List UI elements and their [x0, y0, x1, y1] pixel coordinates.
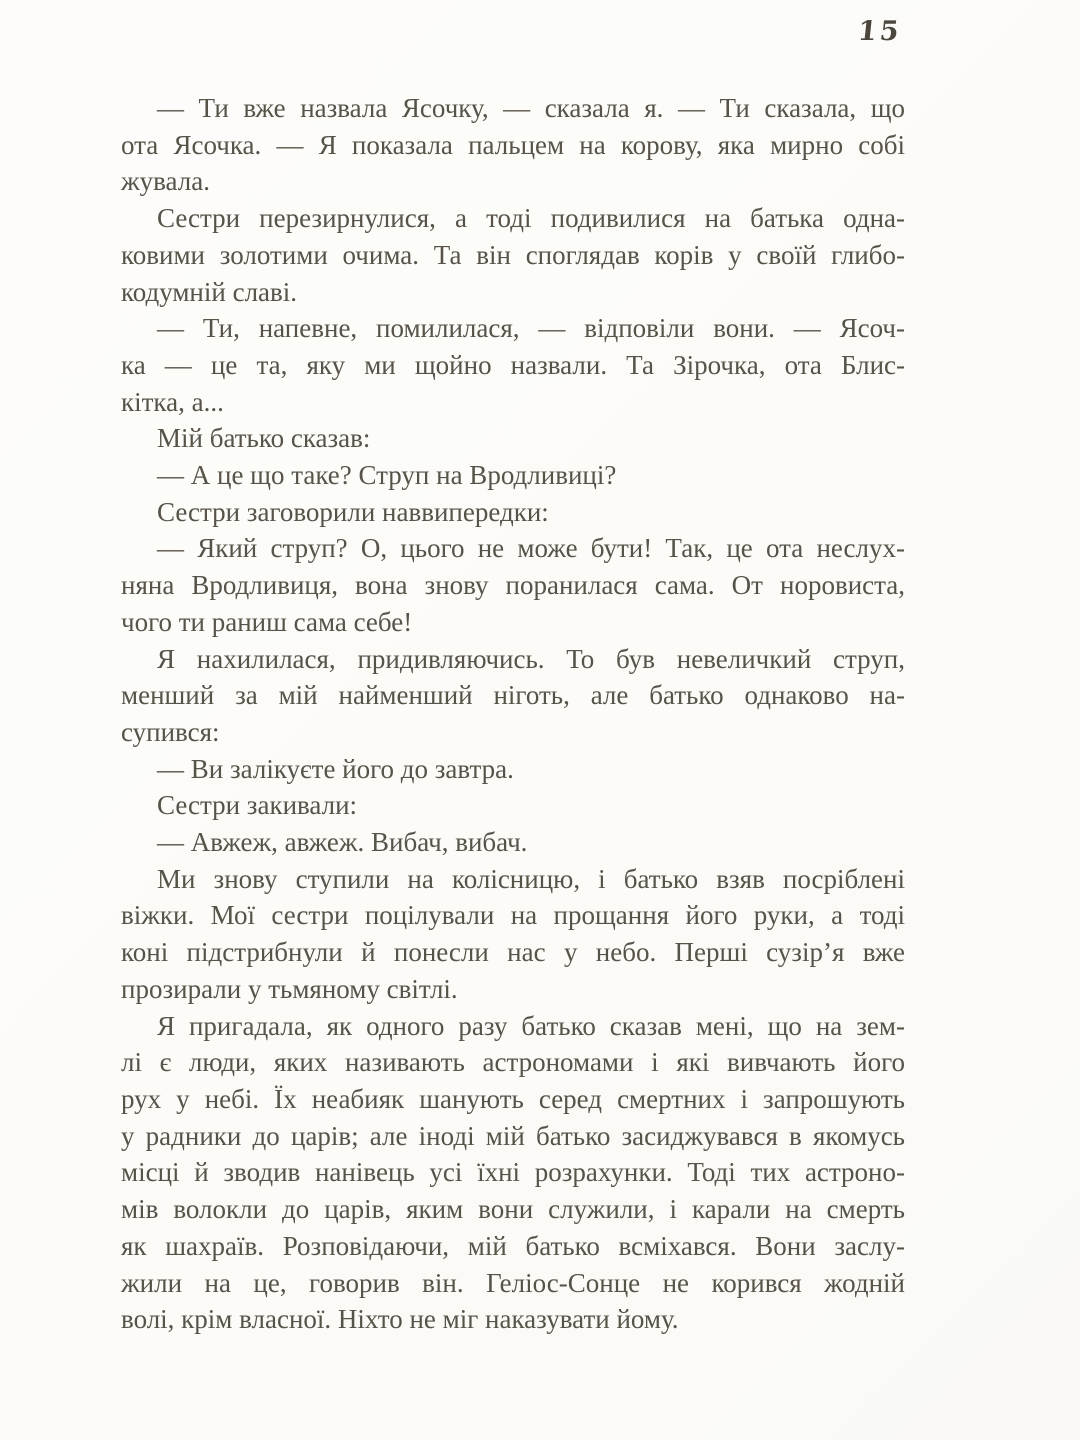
paragraph — [121, 420, 905, 457]
text-line: менший за мій найменший ніготь, але батько однаково на- — [121, 680, 905, 711]
paragraph — [121, 530, 905, 640]
paragraph — [121, 494, 905, 531]
paragraph — [121, 641, 905, 751]
text-line: — Ти, напевне, помилилася, — відповіли вони. — Ясоч- — [157, 313, 905, 344]
text-line: Сестри заговорили наввипередки: — [157, 496, 549, 527]
text-line: Я нахилилася, придивляючись. То був невеличкий струп, — [157, 643, 905, 674]
text-line: — Ти вже назвала Ясочку, — сказала я. — Ти сказала, що — [157, 93, 905, 123]
text-line: чого ти раниш сама себе! — [121, 606, 413, 637]
paragraph — [121, 861, 905, 1008]
text-line: Сестри перезирнулися, а тоді подивилися на батька одна- — [157, 203, 905, 234]
text-line: жили на це, говорив він. Геліос-Сонце не корився жодній — [121, 1267, 905, 1298]
paragraph — [121, 824, 905, 861]
text-line: прозирали у тьмяному світлі. — [121, 973, 458, 1004]
text-line: рух у небі. Їх неабияк шанують серед смертних і запрошують — [121, 1083, 905, 1114]
text-line: у радники до царів; але іноді мій батько засиджувався в якомусь — [121, 1120, 905, 1151]
text-line: Я пригадала, як одного разу батько сказав мені, що на зем- — [157, 1010, 905, 1041]
text-line: ковими золотими очима. Та він споглядав корів у своїй глибо- — [121, 239, 905, 270]
paragraph — [121, 310, 905, 420]
text-line: Сестри закивали: — [157, 790, 358, 821]
text-line: кодумній славі. — [121, 276, 298, 307]
paragraph — [121, 200, 905, 310]
text-line: — Авжеж, авжеж. Вибач, вибач. — [157, 827, 528, 858]
paragraph — [121, 751, 905, 788]
paragraph — [121, 457, 905, 494]
text-line: Мій батько сказав: — [157, 423, 371, 454]
text-line: ота Ясочка. — Я показала пальцем на корову, яка мирно собі — [121, 129, 905, 160]
paragraph — [121, 90, 905, 200]
text-line: як шахраїв. Розповідаючи, мій батько всміхався. Вони заслу- — [121, 1230, 905, 1261]
text-line: няна Вродливиця, вона знову поранилася сама. От норовиста, — [121, 570, 905, 601]
text-line: віжки. Мої сестри поцілували на прощання його руки, а тоді — [121, 900, 905, 931]
text-line: мів волокли до царів, яким вони служили, і карали на смерть — [121, 1194, 905, 1225]
text-line: супився: — [121, 716, 220, 747]
text-line: волі, крім власної. Ніхто не міг наказувати йому. — [121, 1304, 679, 1335]
text-line: кітка, а... — [121, 386, 224, 417]
page-number: 15 — [856, 16, 904, 47]
paragraph — [121, 787, 905, 824]
text-line: коні підстрибнули й понесли нас у небо. Перші сузір’я вже — [121, 937, 905, 968]
text-line: місці й зводив нанівець усі їхні розрахунки. Тоді тих астроно- — [121, 1157, 905, 1188]
text-line: лі є люди, яких називають астрономами і які вивчають його — [121, 1047, 905, 1078]
text-line: — А це що таке? Струп на Вродливиці? — [157, 460, 617, 491]
text-line: жувала. — [121, 166, 210, 197]
text-line: ка — це та, яку ми щойно назвали. Та Зірочка, ота Блис- — [121, 349, 905, 380]
text-line: — Який струп? О, цього не може бути! Так, це ота неслух- — [157, 533, 905, 564]
text-block — [121, 90, 905, 1338]
paragraph — [121, 1008, 905, 1338]
text-line: Ми знову ступили на колісницю, і батько взяв посріблені — [157, 863, 905, 894]
text-line: — Ви залікуєте його до завтра. — [157, 753, 514, 784]
